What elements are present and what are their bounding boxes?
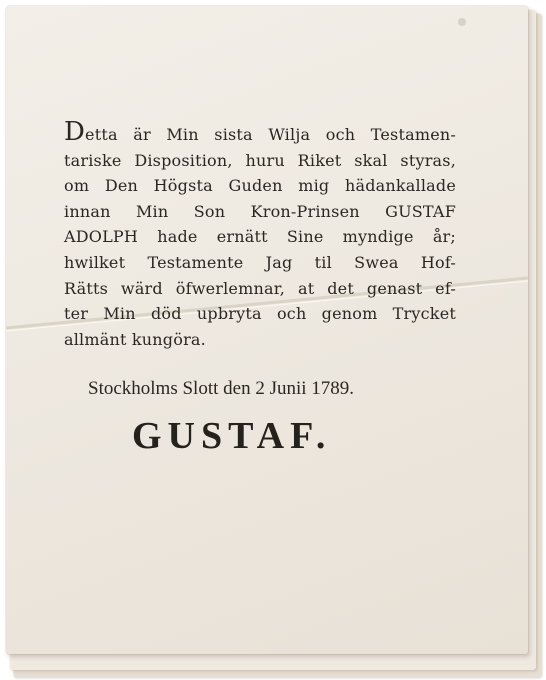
dateline: Stockholms Slott den 2 Junii 1789. — [88, 378, 355, 399]
paragraph-line: ADOLPH hade ernätt Sine myndige år; — [64, 227, 456, 247]
paragraph-line: tariske Disposition, huru Riket skal styras, — [64, 150, 456, 170]
paragraph-line: ter Min död upbryta och genom Trycket — [64, 304, 456, 324]
paragraph-line: hwilket Testamente Jag til Swea Hof- — [64, 252, 456, 272]
paragraph-line: om Den Högsta Guden mig hädankallade — [64, 176, 456, 196]
paragraph-line: innan Min Son Kron-Prinsen GUSTAF — [64, 201, 456, 221]
testament-paragraph — [64, 117, 456, 352]
paragraph-line: Rätts wärd öfwerlemnar, at det genast ef- — [64, 278, 456, 298]
paper-sheet — [6, 6, 528, 654]
royal-signature: GUSTAF. — [132, 415, 332, 457]
paragraph-line: Detta är Min sista Wilja och Testamen- — [64, 117, 456, 147]
paragraph-line: allmänt kungöra. — [64, 329, 206, 349]
